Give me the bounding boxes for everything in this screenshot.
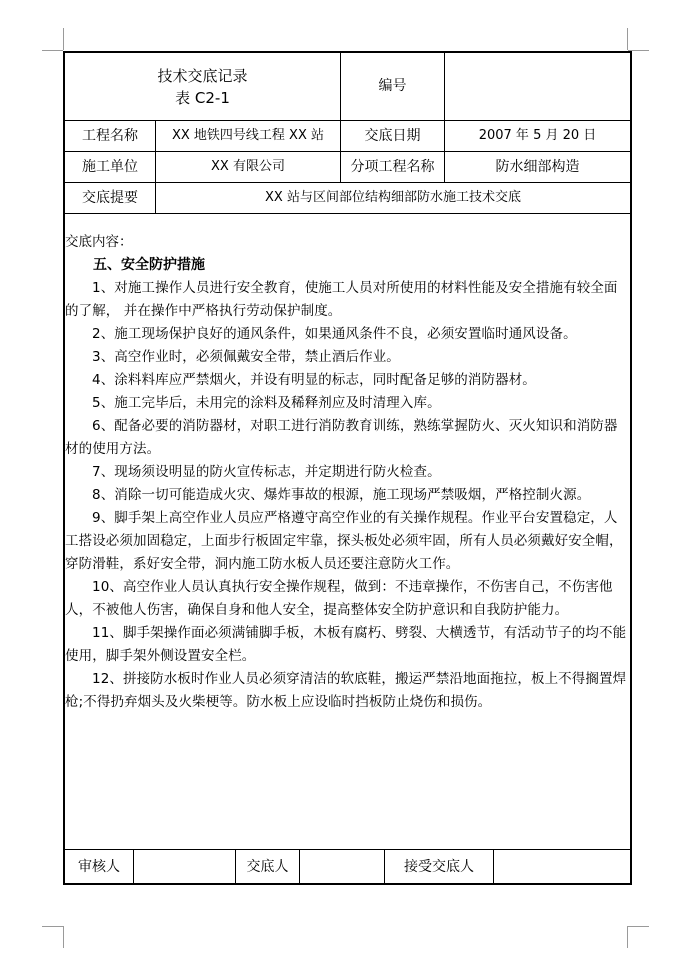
crop-mark-top-right-v <box>627 28 628 50</box>
content-item: 1、对施工操作人员进行安全教育，使施工人员对所使用的材料性能及安全措施有较全面的了解， 并在操作中严格执行劳动保护制度。 <box>65 280 618 319</box>
disclosure-form <box>63 51 632 885</box>
contractor-label: 施工单位 <box>82 158 138 175</box>
crop-mark-bottom-right-v <box>627 926 628 948</box>
content-item: 10、高空作业人员认真执行安全操作规程，做到：不违章操作，不伤害自己，不伤害他人，不被他人伤害，确保自身和他人安全，提高整体安全防护意识和自我防护能力。 <box>65 579 613 618</box>
date-label: 交底日期 <box>364 127 421 144</box>
form-title: 技术交底记录 <box>157 66 248 85</box>
receiver-label: 接受交底人 <box>404 859 474 876</box>
subproject-value: 防水细部构造 <box>495 158 580 175</box>
discloser-signature <box>300 850 384 885</box>
reviewer-signature <box>134 850 235 885</box>
content-item: 4、涂料料库应严禁烟火，并设有明显的标志，同时配备足够的消防器材。 <box>92 372 536 388</box>
receiver-signature <box>494 850 630 885</box>
content-item: 5、施工完毕后，未用完的涂料及稀释剂应及时清理入库。 <box>92 395 441 411</box>
crop-mark-top-left-h <box>42 50 63 51</box>
discloser-label: 交底人 <box>246 859 289 876</box>
content-item: 3、高空作业时，必须佩戴安全带，禁止酒后作业。 <box>92 349 400 365</box>
crop-mark-bottom-left-v <box>63 926 64 948</box>
date-value: 2007 年 5 月 20 日 <box>478 128 597 144</box>
crop-mark-bottom-right-h <box>628 926 649 927</box>
reviewer-label: 审核人 <box>78 859 120 876</box>
content-label: 交底内容： <box>65 234 133 250</box>
summary-label: 交底提要 <box>82 189 138 206</box>
project-name-label: 工程名称 <box>82 127 138 144</box>
content-item: 8、消除一切可能造成火灾、爆炸事故的根源，施工现场严禁吸烟，严格控制火源。 <box>92 487 591 503</box>
content-item: 6、配备必要的消防器材，对职工进行消防教育训练，熟练掌握防火、灭火知识和消防器材的使用方法。 <box>65 418 618 457</box>
disclosure-content <box>65 231 630 714</box>
number-value <box>445 53 630 120</box>
subproject-label: 分项工程名称 <box>350 158 435 175</box>
section-heading: 五、安全防护措施 <box>93 257 205 273</box>
content-item: 9、脚手架上高空作业人员应严格遵守高空作业的有关操作规程。作业平台安置稳定，人工搭设必须加固稳定，上面步行板固定牢靠，探头板处必须牢固，所有人员必须戴好安全帽，穿防滑鞋，系好安全带，洞内施工防水板人员还要注意防火工作。 <box>65 510 623 572</box>
summary-value: XX 站与区间部位结构细部防水施工技术交底 <box>265 190 521 206</box>
content-item: 11、脚手架操作面必须满铺脚手板，木板有腐朽、劈裂、大横透节，有活动节子的均不能使用，脚手架外侧设置安全栏。 <box>65 625 627 664</box>
project-name-value: XX 地铁四号线工程 XX 站 <box>171 128 325 144</box>
content-item: 12、拼接防水板时作业人员必须穿清洁的软底鞋，搬运严禁沿地面拖拉，板上不得搁置焊枪;不得扔弃烟头及火柴梗等。防水板上应设临时挡板防止烧伤和损伤。 <box>65 671 627 710</box>
rule-after-summary <box>65 213 630 214</box>
content-item: 7、现场须设明显的防火宣传标志，并定期进行防火检查。 <box>92 464 441 480</box>
contractor-value: XX 有限公司 <box>211 159 285 175</box>
crop-mark-top-left-v <box>63 28 64 50</box>
crop-mark-bottom-left-h <box>42 926 63 927</box>
form-title-block <box>65 53 340 120</box>
content-item: 2、施工现场保护良好的通风条件，如果通风条件不良，必须安置临时通风设备。 <box>92 326 577 342</box>
number-label: 编号 <box>378 78 407 95</box>
form-code: 表 C2-1 <box>175 88 230 107</box>
